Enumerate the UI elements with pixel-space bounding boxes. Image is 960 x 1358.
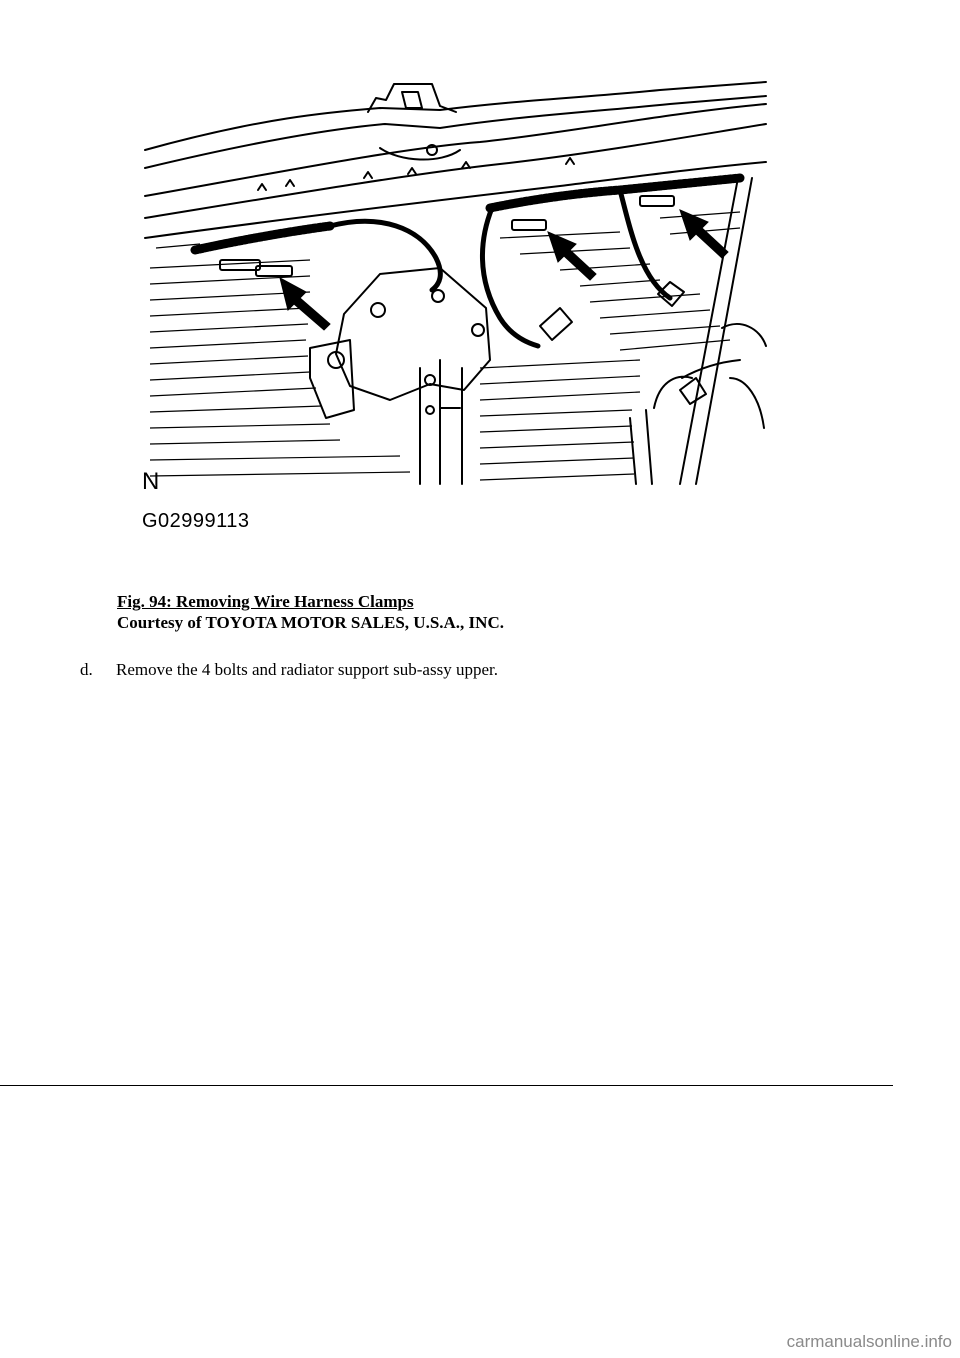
figure-code: G02999113 [142,510,250,532]
figure-caption [117,591,504,633]
radiator-support-drawing [140,78,770,538]
footer-divider [0,1085,893,1086]
orientation-label: N [142,468,160,495]
caption-title-link[interactable]: Fig. 94: Removing Wire Harness Clamps [117,592,414,611]
step-text: Remove the 4 bolts and radiator support sub-assy upper. [116,660,498,679]
caption-courtesy: Courtesy of TOYOTA MOTOR SALES, U.S.A., INC. [117,613,504,632]
watermark: carmanualsonline.info [786,1332,952,1351]
technical-illustration [140,78,770,538]
procedure-step [80,659,498,680]
step-letter: d. [80,660,93,679]
